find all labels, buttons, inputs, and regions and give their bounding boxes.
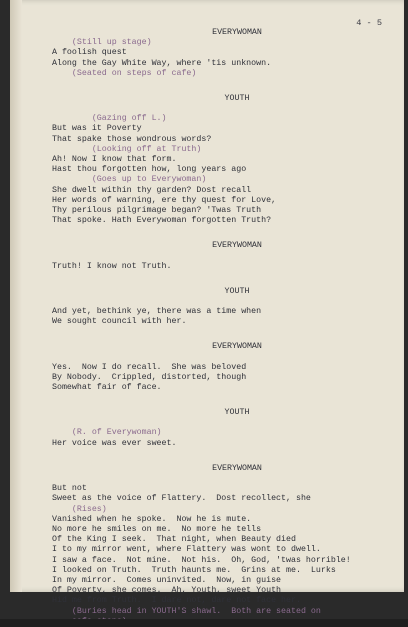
dialogue-line: We sought council with her. [52, 317, 187, 327]
page-number: 4 - 5 [356, 18, 382, 28]
dialogue-line: Her words of warning, ere thy quest for Love, [52, 195, 277, 205]
speaker-name: YOUTH [224, 94, 250, 104]
scan-bottom-edge [0, 619, 408, 627]
stage-direction: (Looking off at Truth) [52, 144, 202, 154]
dialogue-line: Yes. Now I do recall. She was beloved [52, 362, 247, 372]
dialogue-line: By Nobody. Crippled, distorted, though [52, 372, 247, 382]
dialogue-line: But not [52, 484, 87, 494]
dialogue-line: Hid me from Truth. I dare not, dare not face her. [52, 596, 301, 606]
dialogue-line: But was it Poverty [52, 124, 142, 134]
dialogue-line: Of the King I seek. That night, when Beauty died [52, 535, 296, 545]
dialogue-line: That spake those wondrous words? [52, 134, 212, 144]
speaker-name: EVERYWOMAN [212, 28, 262, 37]
dialogue-line: Her voice was ever sweet. [52, 438, 177, 448]
dialogue-line: That spoke. Hath Everywoman forgotten Truth? [52, 216, 272, 226]
dialogue-line: Along the Gay White Way, where 'tis unknown. [52, 58, 272, 68]
dialogue-line: I to my mirror went, where Flattery was wont to dwell. [52, 545, 321, 555]
stage-direction: (Rises) [52, 504, 107, 514]
dialogue-line: I saw a face. Not mine. Not his. Oh, God, 'twas horrible! [52, 555, 351, 565]
script-body [52, 28, 382, 627]
stage-direction: (Gazing off L.) [52, 114, 167, 124]
dialogue-line: No more he smiles on me. No more he tells [52, 524, 262, 534]
script-page [10, 0, 404, 616]
dialogue-line: Somewhat fair of face. [52, 383, 162, 393]
speaker-name: EVERYWOMAN [212, 241, 262, 251]
dialogue-line: She dwelt within thy garden? Dost recall [52, 185, 252, 195]
page-spine-shadow [10, 0, 22, 592]
dialogue-line: Vanished when he spoke. Now he is mute. [52, 514, 252, 524]
dialogue-line: And yet, bethink ye, there was a time when [52, 307, 262, 317]
stage-direction: (Buries head in YOUTH'S shawl. Both are seated on [52, 606, 321, 616]
dialogue-line: Thy perilous pilgrimage began? 'Twas Truth [52, 206, 262, 216]
speaker-name: YOUTH [224, 286, 250, 296]
dialogue-line: I looked on Truth. Truth haunts me. Grins at me. Lurks [52, 565, 336, 575]
stage-direction: (R. of Everywoman) [52, 428, 162, 438]
dialogue-line: Of Poverty, she comes. Ah, Youth, sweet Youth [52, 586, 282, 596]
dialogue-line: Truth! I know not Truth. [52, 261, 172, 271]
stage-direction: (Seated on steps of cafe) [52, 68, 197, 78]
stage-direction: (Still up stage) [52, 38, 152, 48]
speaker-name: EVERYWOMAN [212, 342, 262, 352]
speaker-name: YOUTH [224, 408, 250, 418]
speaker-name: EVERYWOMAN [212, 463, 262, 473]
stage-direction: (Goes up to Everywoman) [52, 175, 207, 185]
dialogue-line: Ah! Now I know that form. [52, 155, 177, 165]
dialogue-line: A foolish quest [52, 48, 127, 58]
dialogue-line: Sweet as the voice of Flattery. Dost recollect, she [52, 494, 311, 504]
dialogue-line: In my mirror. Comes uninvited. Now, in guise [52, 575, 282, 585]
dialogue-line: Hast thou forgotten how, long years ago [52, 165, 247, 175]
